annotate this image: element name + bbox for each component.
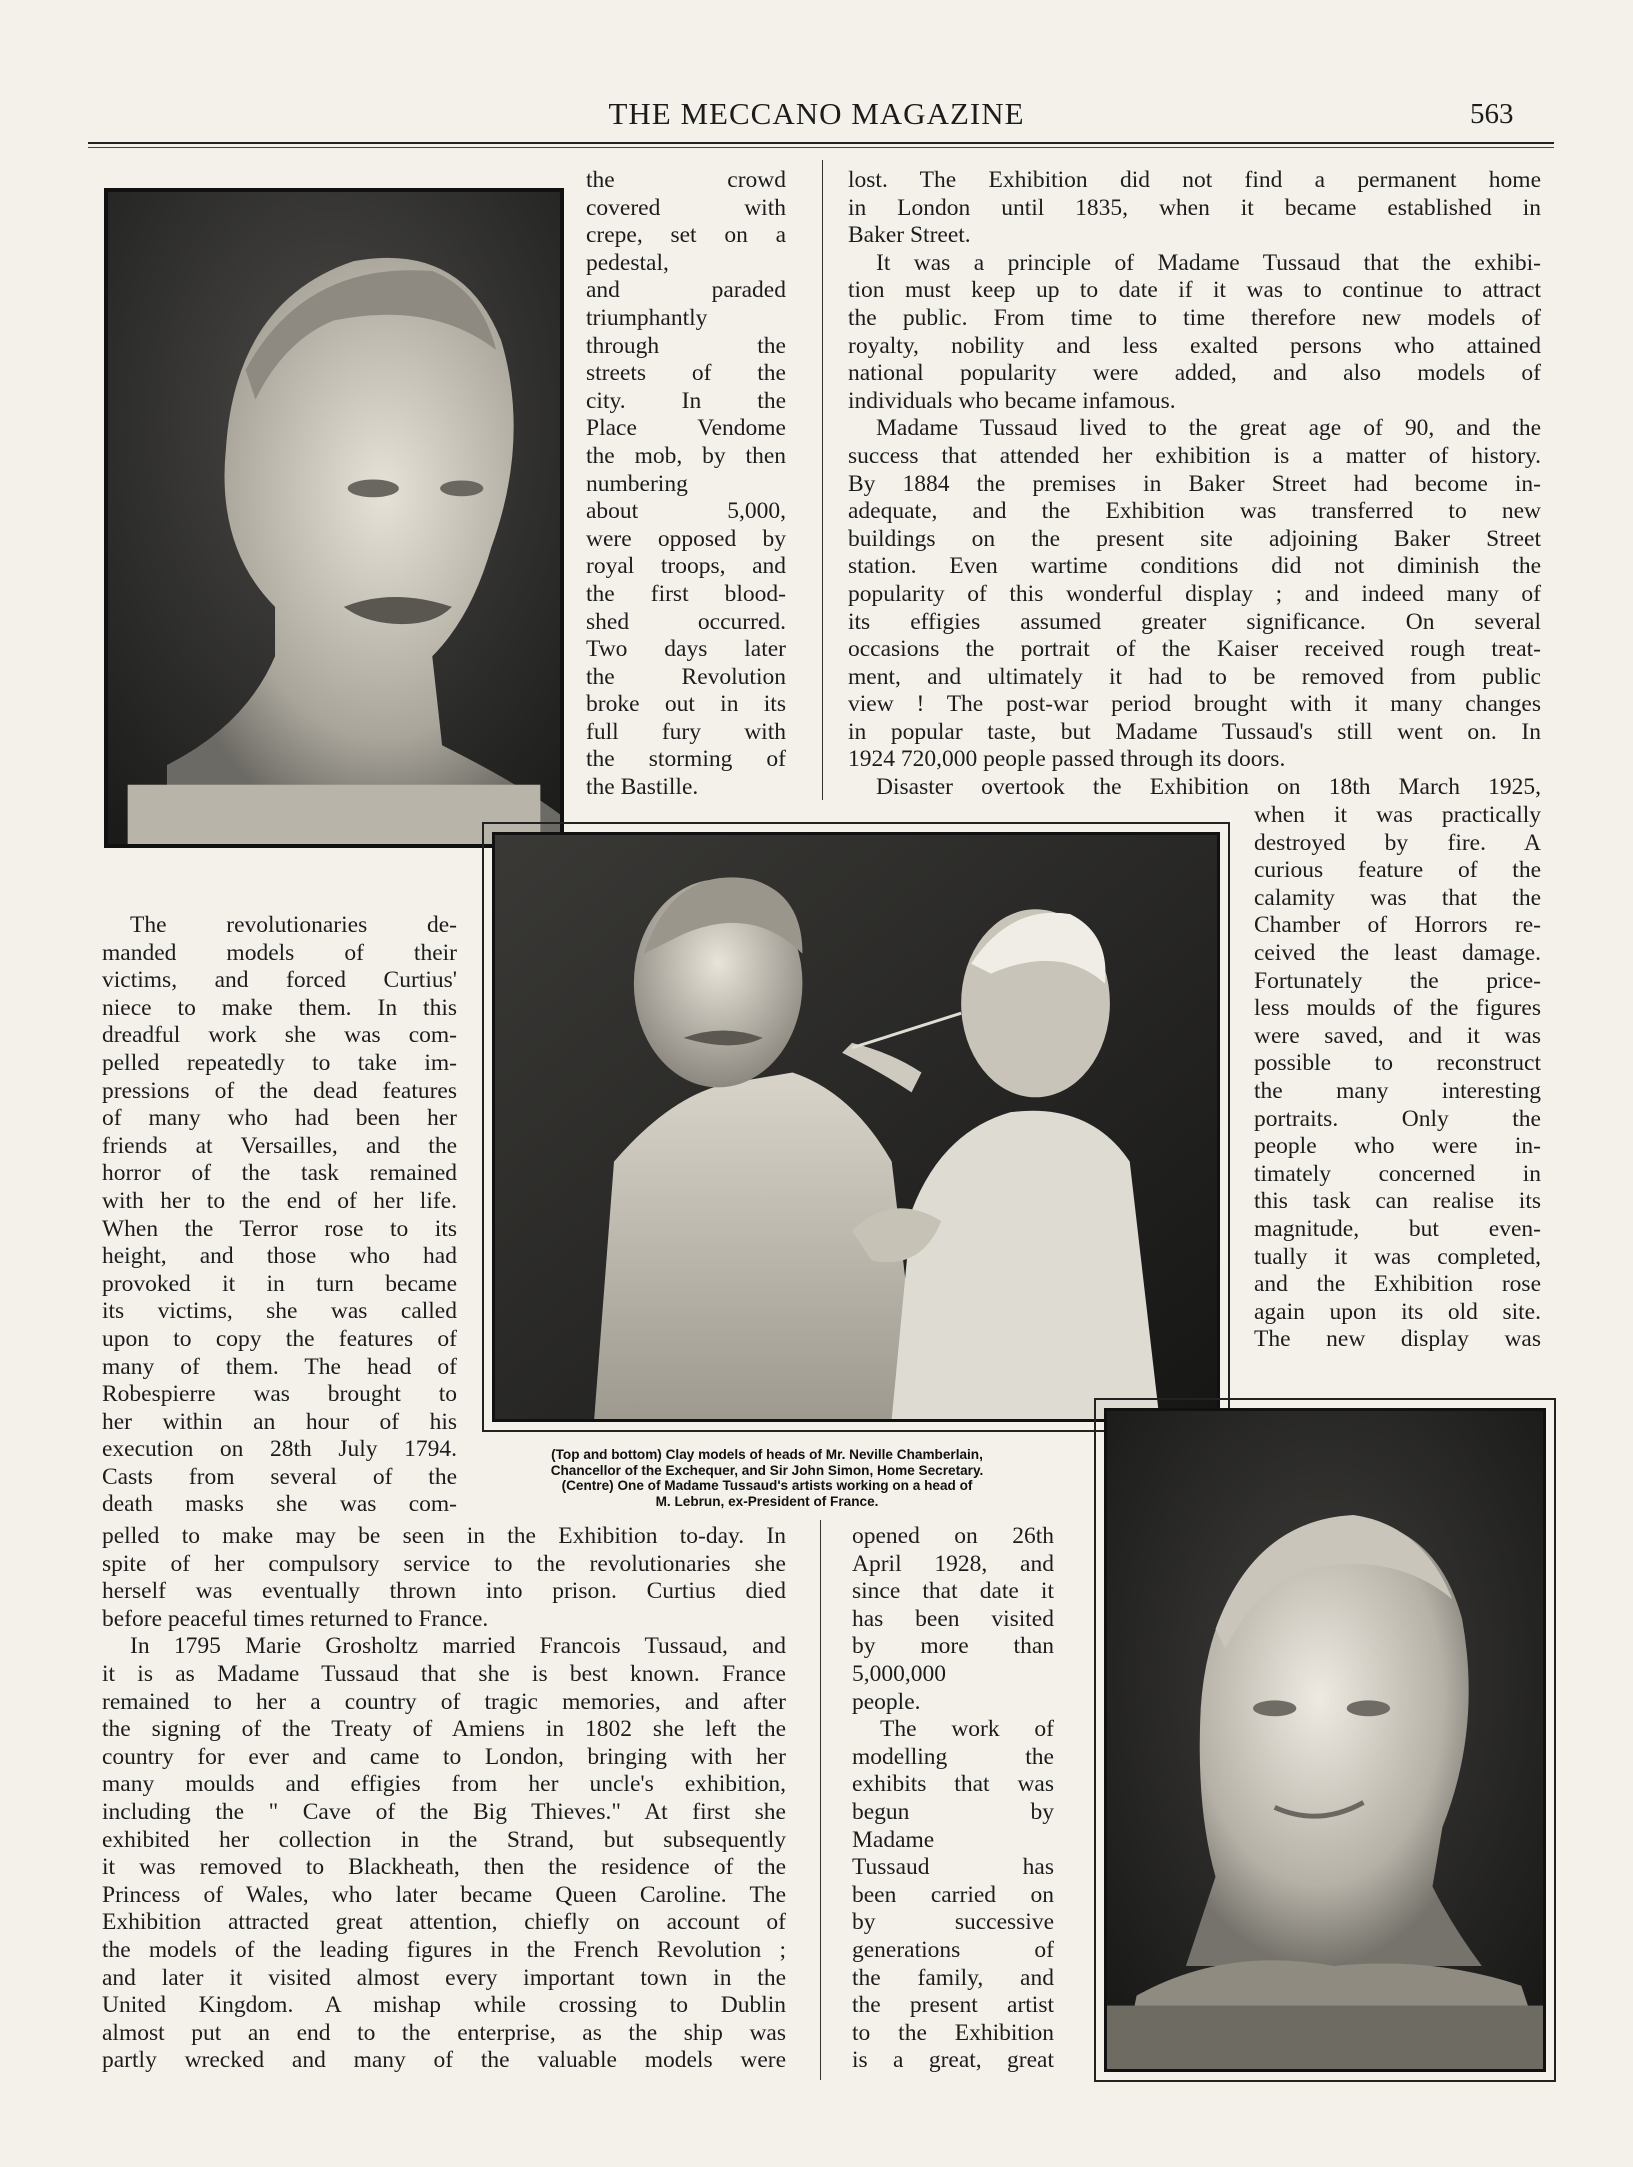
text-line: Place Vendome	[586, 415, 786, 442]
text-line: height, and those who had	[102, 1243, 457, 1270]
header-rule	[88, 142, 1554, 144]
chamberlain-bust-image	[108, 192, 560, 844]
text-line: before peaceful times returned to France.	[102, 1605, 489, 1632]
text-line: Fortunately the price-	[1254, 967, 1541, 994]
text-line: Disaster overtook the Exhibition on 18th March 1925,	[876, 774, 1541, 801]
text-line: her within an hour of his	[102, 1408, 457, 1435]
text-line: possible to reconstruct	[1254, 1050, 1541, 1077]
lebrun-sculptor-photo	[492, 832, 1220, 1422]
text-line: triumphantly	[586, 304, 708, 331]
text-line: station. Even wartime conditions did not diminish the	[848, 553, 1541, 580]
text-line: the signing of the Treaty of Amiens in 1802 she left the	[102, 1716, 786, 1743]
text-line: covered with	[586, 194, 786, 221]
text-line: has been visited	[852, 1605, 1054, 1632]
text-line: adequate, and the Exhibition was transferred to new	[848, 498, 1541, 525]
text-line: by successive	[852, 1909, 1054, 1936]
text-line: and paraded	[586, 277, 786, 304]
text-line: ceived the least damage.	[1254, 939, 1541, 966]
left-bottom-text-column	[102, 1523, 786, 2075]
text-line: the many interesting	[1254, 1077, 1541, 1104]
text-line: people.	[852, 1688, 921, 1715]
text-line: It was a principle of Madame Tussaud that the exhibi-	[876, 249, 1541, 276]
text-line: it is as Madame Tussaud that she is best known. France	[102, 1660, 786, 1687]
left-narrow-text-column	[102, 912, 457, 1519]
text-line: Exhibition attracted great attention, chiefly on account of	[102, 1909, 786, 1936]
text-line: modelling the	[852, 1743, 1054, 1770]
text-line: broke out in its	[586, 691, 786, 718]
text-line: opened on 26th	[852, 1523, 1054, 1549]
text-line: city. In the	[586, 387, 786, 414]
text-line: tion must keep up to date if it was to continue to attract	[848, 277, 1541, 304]
text-line: royalty, nobility and less exalted persons who attained	[848, 332, 1541, 359]
text-line: pedestal,	[586, 249, 669, 276]
caption-line: (Top and bottom) Clay models of heads of Mr. Neville Chamberlain,	[551, 1447, 983, 1462]
text-line: is a great, great	[852, 2047, 1054, 2074]
text-line: spite of her compulsory service to the revolutionaries she	[102, 1550, 786, 1577]
text-line: Casts from several of the	[102, 1463, 457, 1490]
text-line: partly wrecked and many of the valuable models were	[102, 2047, 786, 2074]
text-line: about 5,000,	[586, 498, 786, 525]
text-line: the present artist	[852, 1992, 1054, 2019]
text-line: people who were in-	[1254, 1133, 1541, 1160]
page-header-title: THE MECCANO MAGAZINE	[608, 96, 1025, 131]
text-line: The work of	[880, 1716, 1054, 1743]
text-line: 1924 720,000 people passed through its doors.	[848, 746, 1286, 773]
text-line: horror of the task remained	[102, 1160, 457, 1187]
text-line: again upon its old site.	[1254, 1298, 1541, 1325]
text-line: occasions the portrait of the Kaiser received rough treat-	[848, 636, 1541, 663]
text-line: it was removed to Blackheath, then the residence of the	[102, 1854, 786, 1881]
text-line: many of them. The head of	[102, 1353, 457, 1380]
text-line: by more than	[852, 1633, 1054, 1660]
text-line: pelled to make may be seen in the Exhibition to-day. In	[102, 1523, 786, 1549]
text-line: popularity of this wonderful display ; and indeed many of	[848, 580, 1541, 607]
text-line: and the Exhibition rose	[1254, 1271, 1541, 1298]
text-line: Tussaud has	[852, 1854, 1054, 1881]
text-line: were saved, and it was	[1254, 1022, 1541, 1049]
text-line: The new display was	[1254, 1326, 1541, 1353]
text-line: streets of the	[586, 360, 786, 387]
text-line: its victims, she was called	[102, 1298, 457, 1325]
text-line: were opposed by	[586, 525, 786, 552]
text-line: Chamber of Horrors re-	[1254, 912, 1541, 939]
text-line: through the	[586, 332, 786, 359]
text-line: Princess of Wales, who later became Queen Caroline. The	[102, 1881, 786, 1908]
text-line: dreadful work she was com-	[102, 1022, 457, 1049]
text-line: the Revolution	[586, 663, 786, 690]
right-text-column	[848, 167, 1541, 802]
text-line: and later it visited almost every important town in the	[102, 1964, 786, 1991]
caption-line: (Centre) One of Madame Tussaud's artists working on a head of	[561, 1478, 973, 1493]
text-line: destroyed by fire. A	[1254, 829, 1541, 856]
text-line: Two days later	[586, 636, 786, 663]
text-line: the family, and	[852, 1964, 1054, 1991]
text-line: the Bastille.	[586, 774, 699, 801]
text-line: calamity was that the	[1254, 884, 1541, 911]
text-line: since that date it	[852, 1578, 1054, 1605]
text-line: crepe, set on a	[586, 222, 786, 249]
middle-bottom-text-column	[852, 1523, 1054, 2075]
text-line: been carried on	[852, 1881, 1054, 1908]
text-line: in popular taste, but Madame Tussaud's still went on. In	[848, 718, 1541, 745]
text-line: many moulds and effigies from her uncle's exhibition,	[102, 1771, 786, 1798]
text-line: execution on 28th July 1794.	[102, 1436, 457, 1463]
text-line: upon to copy the features of	[102, 1325, 457, 1352]
text-line: view ! The post-war period brought with it many changes	[848, 691, 1541, 718]
text-line: portraits. Only the	[1254, 1105, 1541, 1132]
text-line: buildings on the present site adjoining Baker Street	[848, 525, 1541, 552]
text-line: the mob, by then	[586, 442, 786, 469]
caption-line: M. Lebrun, ex-President of France.	[655, 1493, 879, 1509]
column-divider-bottom	[820, 1520, 821, 2080]
text-line: Madame	[852, 1826, 935, 1853]
text-line: individuals who became infamous.	[848, 387, 1176, 414]
right-narrow-text-column	[1254, 802, 1541, 1354]
text-line: victims, and forced Curtius'	[102, 967, 457, 994]
text-line: exhibited her collection in the Strand, but subsequently	[102, 1826, 786, 1853]
text-line: Robespierre was brought to	[102, 1381, 457, 1408]
caption-line: Chancellor of the Exchequer, and Sir John Simon, Home Secretary.	[550, 1462, 984, 1478]
text-line: 5,000,000	[852, 1660, 946, 1687]
column-divider-top	[822, 160, 823, 800]
text-line: the crowd	[586, 167, 786, 193]
text-line: this task can realise its	[1254, 1188, 1541, 1215]
text-line: numbering	[586, 470, 688, 497]
text-line: friends at Versailles, and the	[102, 1132, 457, 1159]
text-line: the public. From time to time therefore new models of	[848, 304, 1541, 331]
text-line: provoked it in turn became	[102, 1270, 457, 1297]
text-line: the storming of	[586, 746, 786, 773]
text-line: of many who had been her	[102, 1105, 457, 1132]
page-number: 563	[1470, 98, 1514, 130]
text-line: The revolutionaries de-	[130, 912, 457, 938]
text-line: exhibits that was	[852, 1771, 1054, 1798]
text-line: pelled repeatedly to take im-	[102, 1049, 457, 1076]
text-line: the first blood-	[586, 580, 786, 607]
narrow-text-column	[586, 167, 786, 802]
text-line: When the Terror rose to its	[102, 1215, 457, 1242]
text-line: less moulds of the figures	[1254, 995, 1541, 1022]
header-rule-thin	[88, 147, 1554, 148]
text-line: pressions of the dead features	[102, 1077, 457, 1104]
text-line: almost put an end to the enterprise, as the ship was	[102, 2019, 786, 2046]
text-line: By 1884 the premises in Baker Street had become in-	[848, 470, 1541, 497]
text-line: when it was practically	[1254, 802, 1541, 828]
text-line: success that attended her exhibition is a matter of history.	[848, 442, 1541, 469]
text-line: ment, and ultimately it had to be removed from public	[848, 663, 1541, 690]
text-line: to the Exhibition	[852, 2019, 1054, 2046]
simon-bust-photo	[1104, 1408, 1546, 2072]
text-line: remained to her a country of tragic memories, and after	[102, 1688, 786, 1715]
text-line: In 1795 Marie Grosholtz married Francois Tussaud, and	[130, 1633, 786, 1660]
text-line: shed occurred.	[586, 608, 786, 635]
sculptor-at-work-image	[495, 835, 1217, 1419]
text-line: generations of	[852, 1936, 1054, 1963]
simon-bust-image	[1107, 1411, 1543, 2069]
text-line: with her to the end of her life.	[102, 1187, 457, 1214]
text-line: magnitude, but even-	[1254, 1215, 1541, 1242]
text-line: lost. The Exhibition did not find a permanent home	[848, 167, 1541, 193]
text-line: including the " Cave of the Big Thieves." At first she	[102, 1798, 786, 1825]
text-line: herself was eventually thrown into prison. Curtius died	[102, 1578, 786, 1605]
text-line: in London until 1835, when it became established in	[848, 194, 1541, 221]
text-line: country for ever and came to London, bringing with her	[102, 1743, 786, 1770]
text-line: the models of the leading figures in the French Revolution ;	[102, 1936, 786, 1963]
text-line: Baker Street.	[848, 222, 971, 249]
text-line: begun by	[852, 1798, 1054, 1825]
text-line: curious feature of the	[1254, 857, 1541, 884]
photo-caption	[477, 1447, 1057, 1509]
text-line: royal troops, and	[586, 553, 786, 580]
chamberlain-bust-photo	[104, 188, 564, 848]
text-line: full fury with	[586, 718, 786, 745]
text-line: niece to make them. In this	[102, 994, 457, 1021]
text-line: its effigies assumed greater significance. On several	[848, 608, 1541, 635]
text-line: timately concerned in	[1254, 1160, 1541, 1187]
text-line: April 1928, and	[852, 1550, 1054, 1577]
text-line: national popularity were added, and also models of	[848, 360, 1541, 387]
text-line: manded models of their	[102, 939, 457, 966]
text-line: United Kingdom. A mishap while crossing to Dublin	[102, 1992, 786, 2019]
text-line: tually it was completed,	[1254, 1243, 1541, 1270]
text-line: Madame Tussaud lived to the great age of 90, and the	[876, 415, 1541, 442]
text-line: death masks she was com-	[102, 1491, 457, 1518]
